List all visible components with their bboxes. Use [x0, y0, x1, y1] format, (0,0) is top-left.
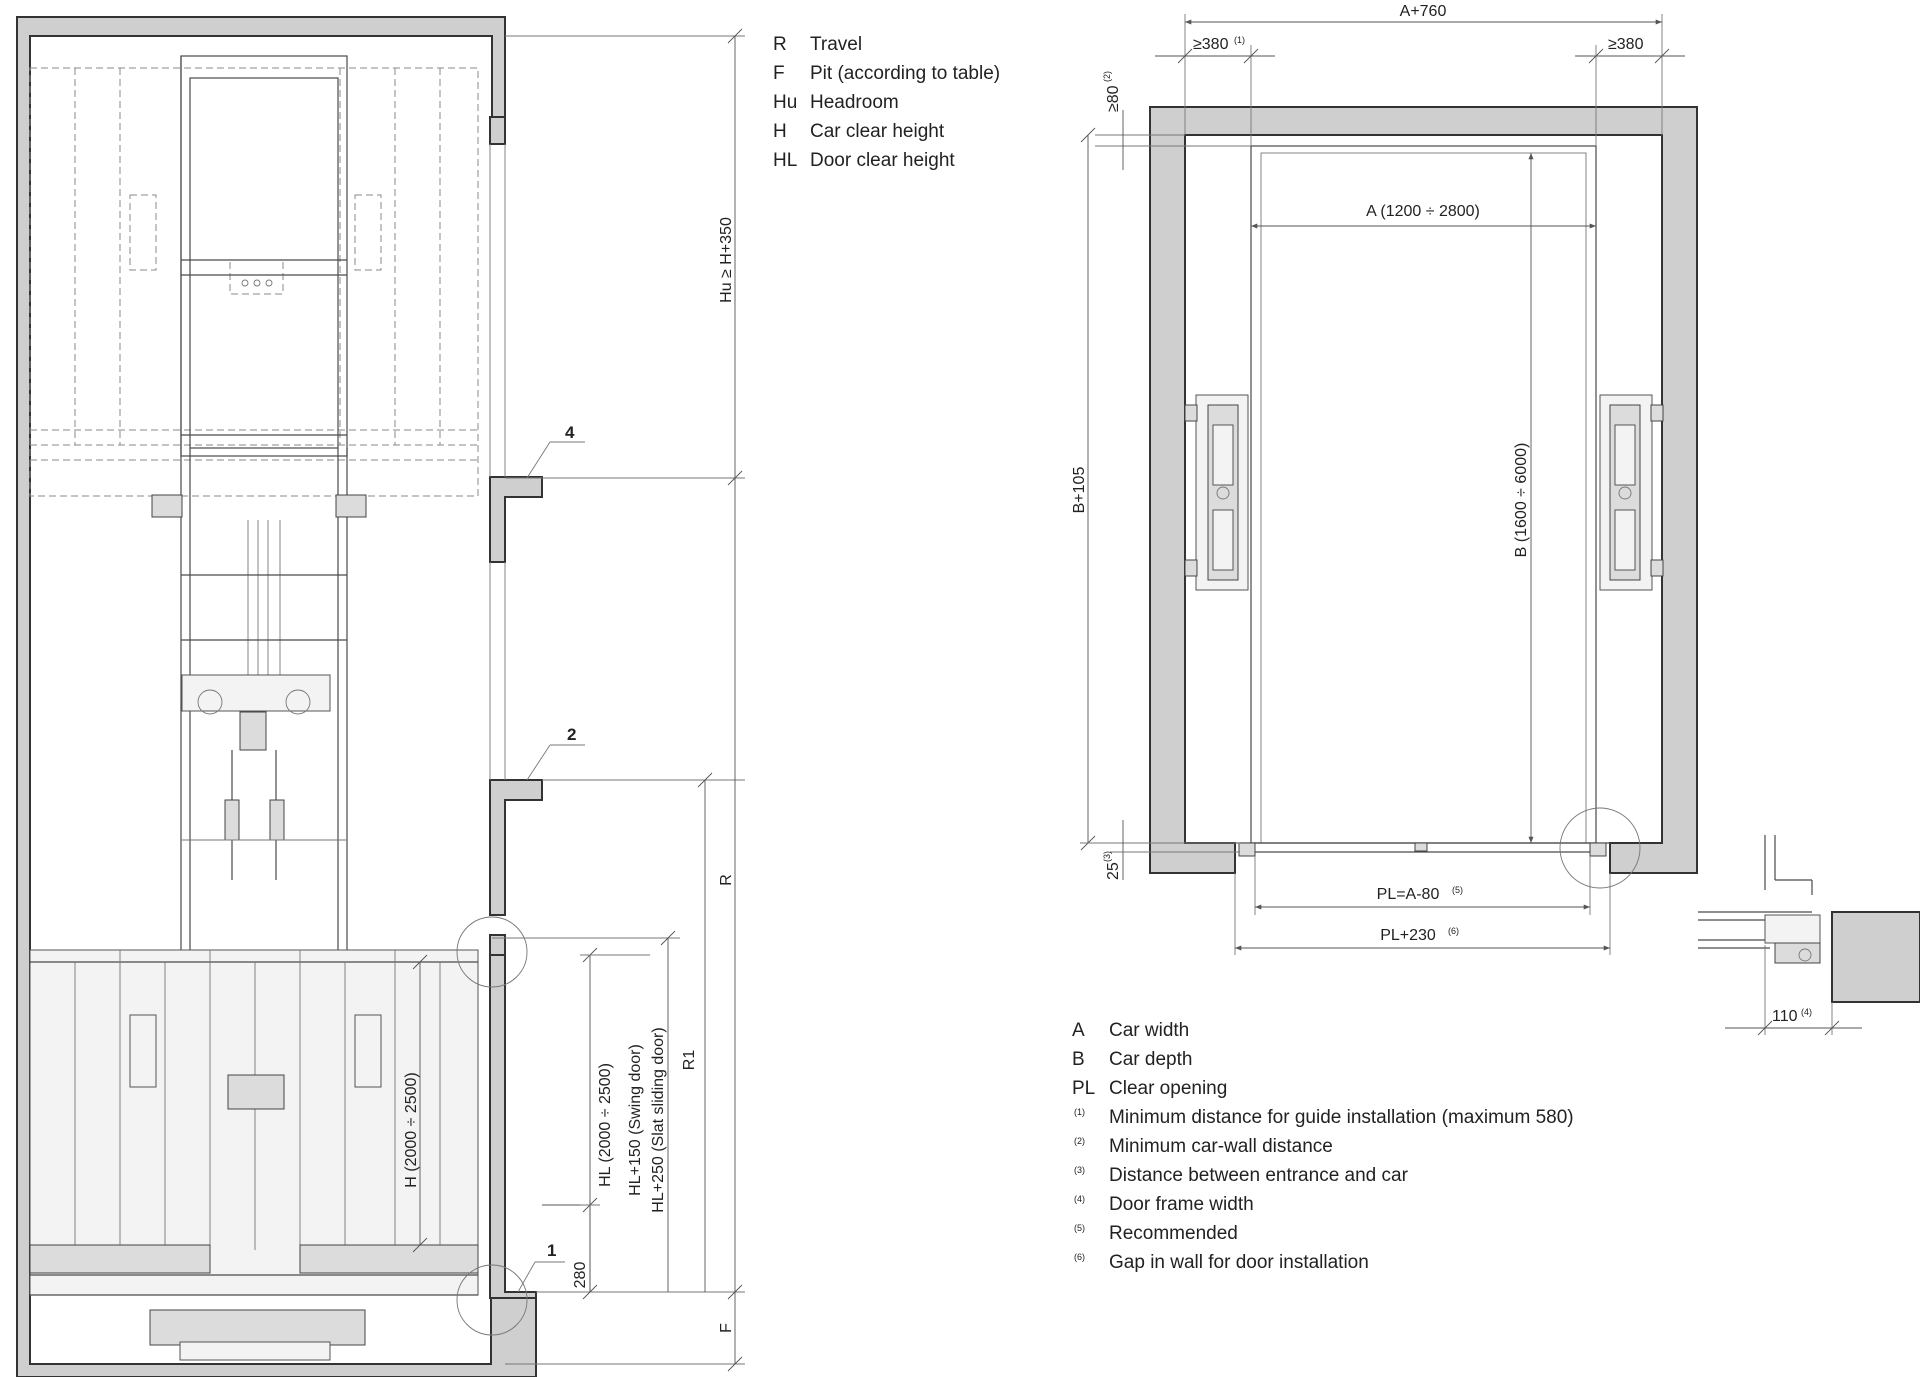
legend-text: Distance between entrance and car	[1109, 1165, 1408, 1186]
legend-key: (4)	[1074, 1194, 1085, 1204]
plan-dim-guide-left-note: (1)	[1234, 35, 1245, 45]
dim-sill: 280	[572, 1261, 589, 1289]
legend-key: (2)	[1074, 1136, 1085, 1146]
floor-wall-upper	[490, 117, 505, 144]
callout-2	[527, 725, 585, 780]
legend-key: (1)	[1074, 1107, 1085, 1117]
legend-key: (3)	[1074, 1165, 1085, 1175]
plan-dim-clear-opening: PL=A-80	[1376, 886, 1440, 903]
legend-text: Travel	[810, 34, 863, 55]
dim-travel-r1: R1	[681, 1049, 698, 1071]
dim-car-height: H (2000 ÷ 2500)	[403, 1072, 420, 1188]
legend-text: Minimum car-wall distance	[1109, 1136, 1333, 1157]
legend-key: R	[773, 34, 787, 55]
legend-text: Clear opening	[1109, 1078, 1228, 1099]
callout-1-label: 1	[547, 1241, 557, 1260]
plan-guide-left	[1185, 395, 1248, 590]
callout-1	[518, 1241, 565, 1292]
plan-dim-guide-left: ≥380	[1193, 36, 1229, 53]
detail-dim-frame-width-note: (4)	[1801, 1007, 1812, 1017]
legend-key: H	[773, 121, 787, 142]
car-top-position	[30, 68, 478, 496]
legend-bottom	[1072, 1020, 1574, 1273]
legend-text: Minimum distance for guide installation (maximum 580)	[1109, 1107, 1574, 1128]
shaft-section-view	[17, 17, 745, 1377]
plan-dim-shaft-depth: B+105	[1071, 466, 1088, 514]
drive-mechanism	[181, 675, 347, 880]
plan-dim-wall-gap-note: (2)	[1102, 71, 1112, 82]
plan-guide-right	[1600, 395, 1663, 590]
callout-2-label: 2	[567, 725, 577, 744]
dim-swing-door: HL+150 (Swing door)	[627, 1044, 644, 1196]
legend-text: Door clear height	[810, 150, 955, 171]
guide-rail-frame	[152, 56, 366, 950]
dim-pit: F	[718, 1323, 735, 1333]
legend-key: (6)	[1074, 1252, 1085, 1262]
plan-dim-wall-gap-door: PL+230	[1380, 927, 1436, 944]
legend-text: Car depth	[1109, 1049, 1193, 1070]
legend-text: Car width	[1109, 1020, 1190, 1041]
legend-key: F	[773, 63, 785, 84]
legend-key: PL	[1072, 1078, 1096, 1099]
shaft-plan-view	[1071, 3, 1697, 955]
legend-key: Hu	[773, 92, 798, 113]
plan-dim-car-width: A (1200 ÷ 2800)	[1366, 203, 1480, 220]
legend-text: Gap in wall for door installation	[1109, 1252, 1369, 1273]
plan-dim-entrance-gap-note: (3)	[1102, 851, 1112, 862]
dim-headroom: Hu ≥ H+350	[718, 217, 735, 303]
legend-text: Headroom	[810, 92, 899, 113]
dim-door-height: HL (2000 ÷ 2500)	[597, 1063, 614, 1187]
plan-dim-entrance-gap: 25	[1105, 862, 1122, 880]
floor-slab-1	[490, 955, 536, 1298]
plan-dim-car-depth: B (1600 ÷ 6000)	[1513, 442, 1530, 558]
plan-dim-wall-gap-door-note: (6)	[1448, 926, 1459, 936]
plan-dim-clear-opening-note: (5)	[1452, 885, 1463, 895]
legend-key: A	[1072, 1020, 1085, 1041]
plan-dim-wall-gap: ≥80	[1105, 85, 1122, 112]
callout-4-label: 4	[565, 423, 575, 442]
legend-text: Recommended	[1109, 1223, 1238, 1244]
dim-travel: R	[718, 874, 735, 886]
callout-4	[527, 423, 585, 478]
floor-slab-2	[490, 780, 542, 915]
legend-text: Pit (according to table)	[810, 63, 1001, 84]
door-frame-detail	[1698, 835, 1920, 1035]
detail-dim-frame-width: 110	[1772, 1008, 1798, 1025]
dim-slat-door: HL+250 (Slat sliding door)	[650, 1027, 667, 1213]
legend-key: B	[1072, 1049, 1085, 1070]
plan-car	[1251, 146, 1596, 843]
legend-top	[773, 34, 1000, 171]
floor-slab-4	[490, 477, 542, 562]
legend-text: Car clear height	[810, 121, 945, 142]
legend-text: Door frame width	[1109, 1194, 1254, 1215]
legend-key: (5)	[1074, 1223, 1085, 1233]
legend-key: HL	[773, 150, 798, 171]
plan-door	[1235, 808, 1640, 888]
plan-dim-guide-right: ≥380	[1608, 36, 1644, 53]
plan-dim-total-width: A+760	[1399, 3, 1447, 20]
